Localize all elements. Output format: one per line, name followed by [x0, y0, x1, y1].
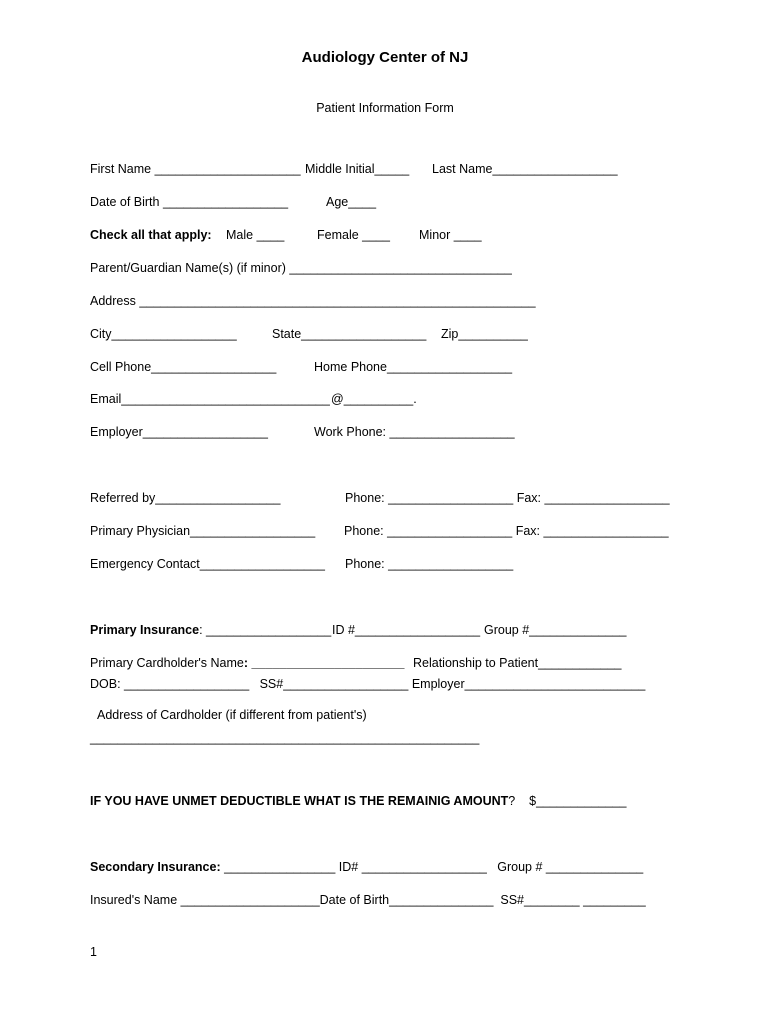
- city-field[interactable]: City__________________: [90, 327, 237, 341]
- physician-phone-fax-field[interactable]: Phone: __________________ Fax: __________________: [344, 524, 669, 538]
- relationship-field[interactable]: Relationship to Patient____________: [413, 656, 622, 670]
- address-field[interactable]: Address _________________________________________________________: [90, 294, 536, 308]
- referred-by-field[interactable]: Referred by__________________: [90, 491, 281, 505]
- work-phone-field[interactable]: Work Phone: __________________: [314, 425, 515, 439]
- guardian-name-field[interactable]: Parent/Guardian Name(s) (if minor) ________________________________: [90, 261, 512, 275]
- age-field[interactable]: Age____: [326, 195, 377, 209]
- form-subtitle: Patient Information Form: [316, 101, 454, 115]
- insurance-group-field[interactable]: Group #______________: [484, 623, 627, 637]
- minor-checkbox[interactable]: Minor ____: [419, 228, 482, 242]
- emergency-contact-field[interactable]: Emergency Contact__________________: [90, 557, 325, 571]
- primary-insurance-field[interactable]: [90, 622, 331, 638]
- secondary-insurance-label: Secondary Insurance:: [90, 860, 221, 874]
- form-title: Audiology Center of NJ: [301, 49, 469, 66]
- date-of-birth-field[interactable]: Date of Birth __________________: [90, 195, 289, 209]
- secondary-insurance-field[interactable]: [90, 859, 643, 875]
- emergency-phone-field[interactable]: Phone: __________________: [345, 557, 514, 571]
- zip-field[interactable]: Zip__________: [441, 327, 528, 341]
- middle-initial-field[interactable]: Middle Initial_____: [305, 162, 410, 176]
- primary-insurance-blank: : __________________: [199, 623, 332, 637]
- deductible-question: IF YOU HAVE UNMET DEDUCTIBLE WHAT IS THE REMAINIG AMOUNT: [90, 794, 509, 808]
- cardholder-name-label: Primary Cardholder's Name: [90, 656, 244, 670]
- referred-phone-fax-field[interactable]: Phone: __________________ Fax: __________________: [345, 491, 670, 505]
- email-domain-field[interactable]: @__________.: [331, 392, 417, 406]
- primary-insurance-label: Primary Insurance: [90, 623, 200, 637]
- first-name-field[interactable]: First Name _____________________: [90, 162, 301, 176]
- primary-physician-field[interactable]: Primary Physician__________________: [90, 524, 316, 538]
- cardholder-address-field[interactable]: ________________________________________________________: [90, 731, 480, 745]
- cardholder-address-label: Address of Cardholder (if different from patient's): [97, 708, 367, 722]
- cell-phone-field[interactable]: Cell Phone__________________: [90, 360, 277, 374]
- page-number: 1: [90, 945, 97, 959]
- cardholder-name-blank: : ______________________: [243, 656, 405, 670]
- secondary-insurance-blanks: ________________ ID# __________________ Group # ______________: [220, 860, 644, 874]
- insured-name-field[interactable]: Insured's Name ____________________Date of Birth_______________ SS#________ _________: [90, 893, 646, 907]
- female-checkbox[interactable]: Female ____: [317, 228, 390, 242]
- last-name-field[interactable]: Last Name__________________: [432, 162, 618, 176]
- cardholder-name-field[interactable]: [90, 655, 404, 671]
- check-all-label: Check all that apply:: [90, 228, 212, 242]
- deductible-question-field[interactable]: [90, 793, 626, 809]
- deductible-amount-blank: ? $_____________: [508, 794, 627, 808]
- email-field[interactable]: Email______________________________: [90, 392, 330, 406]
- insurance-id-field[interactable]: ID #__________________: [332, 623, 481, 637]
- home-phone-field[interactable]: Home Phone__________________: [314, 360, 513, 374]
- state-field[interactable]: State__________________: [272, 327, 427, 341]
- cardholder-dob-ss-employer-field[interactable]: DOB: __________________ SS#__________________ Employer__________________________: [90, 677, 646, 691]
- employer-field[interactable]: Employer__________________: [90, 425, 268, 439]
- male-checkbox[interactable]: Male ____: [226, 228, 285, 242]
